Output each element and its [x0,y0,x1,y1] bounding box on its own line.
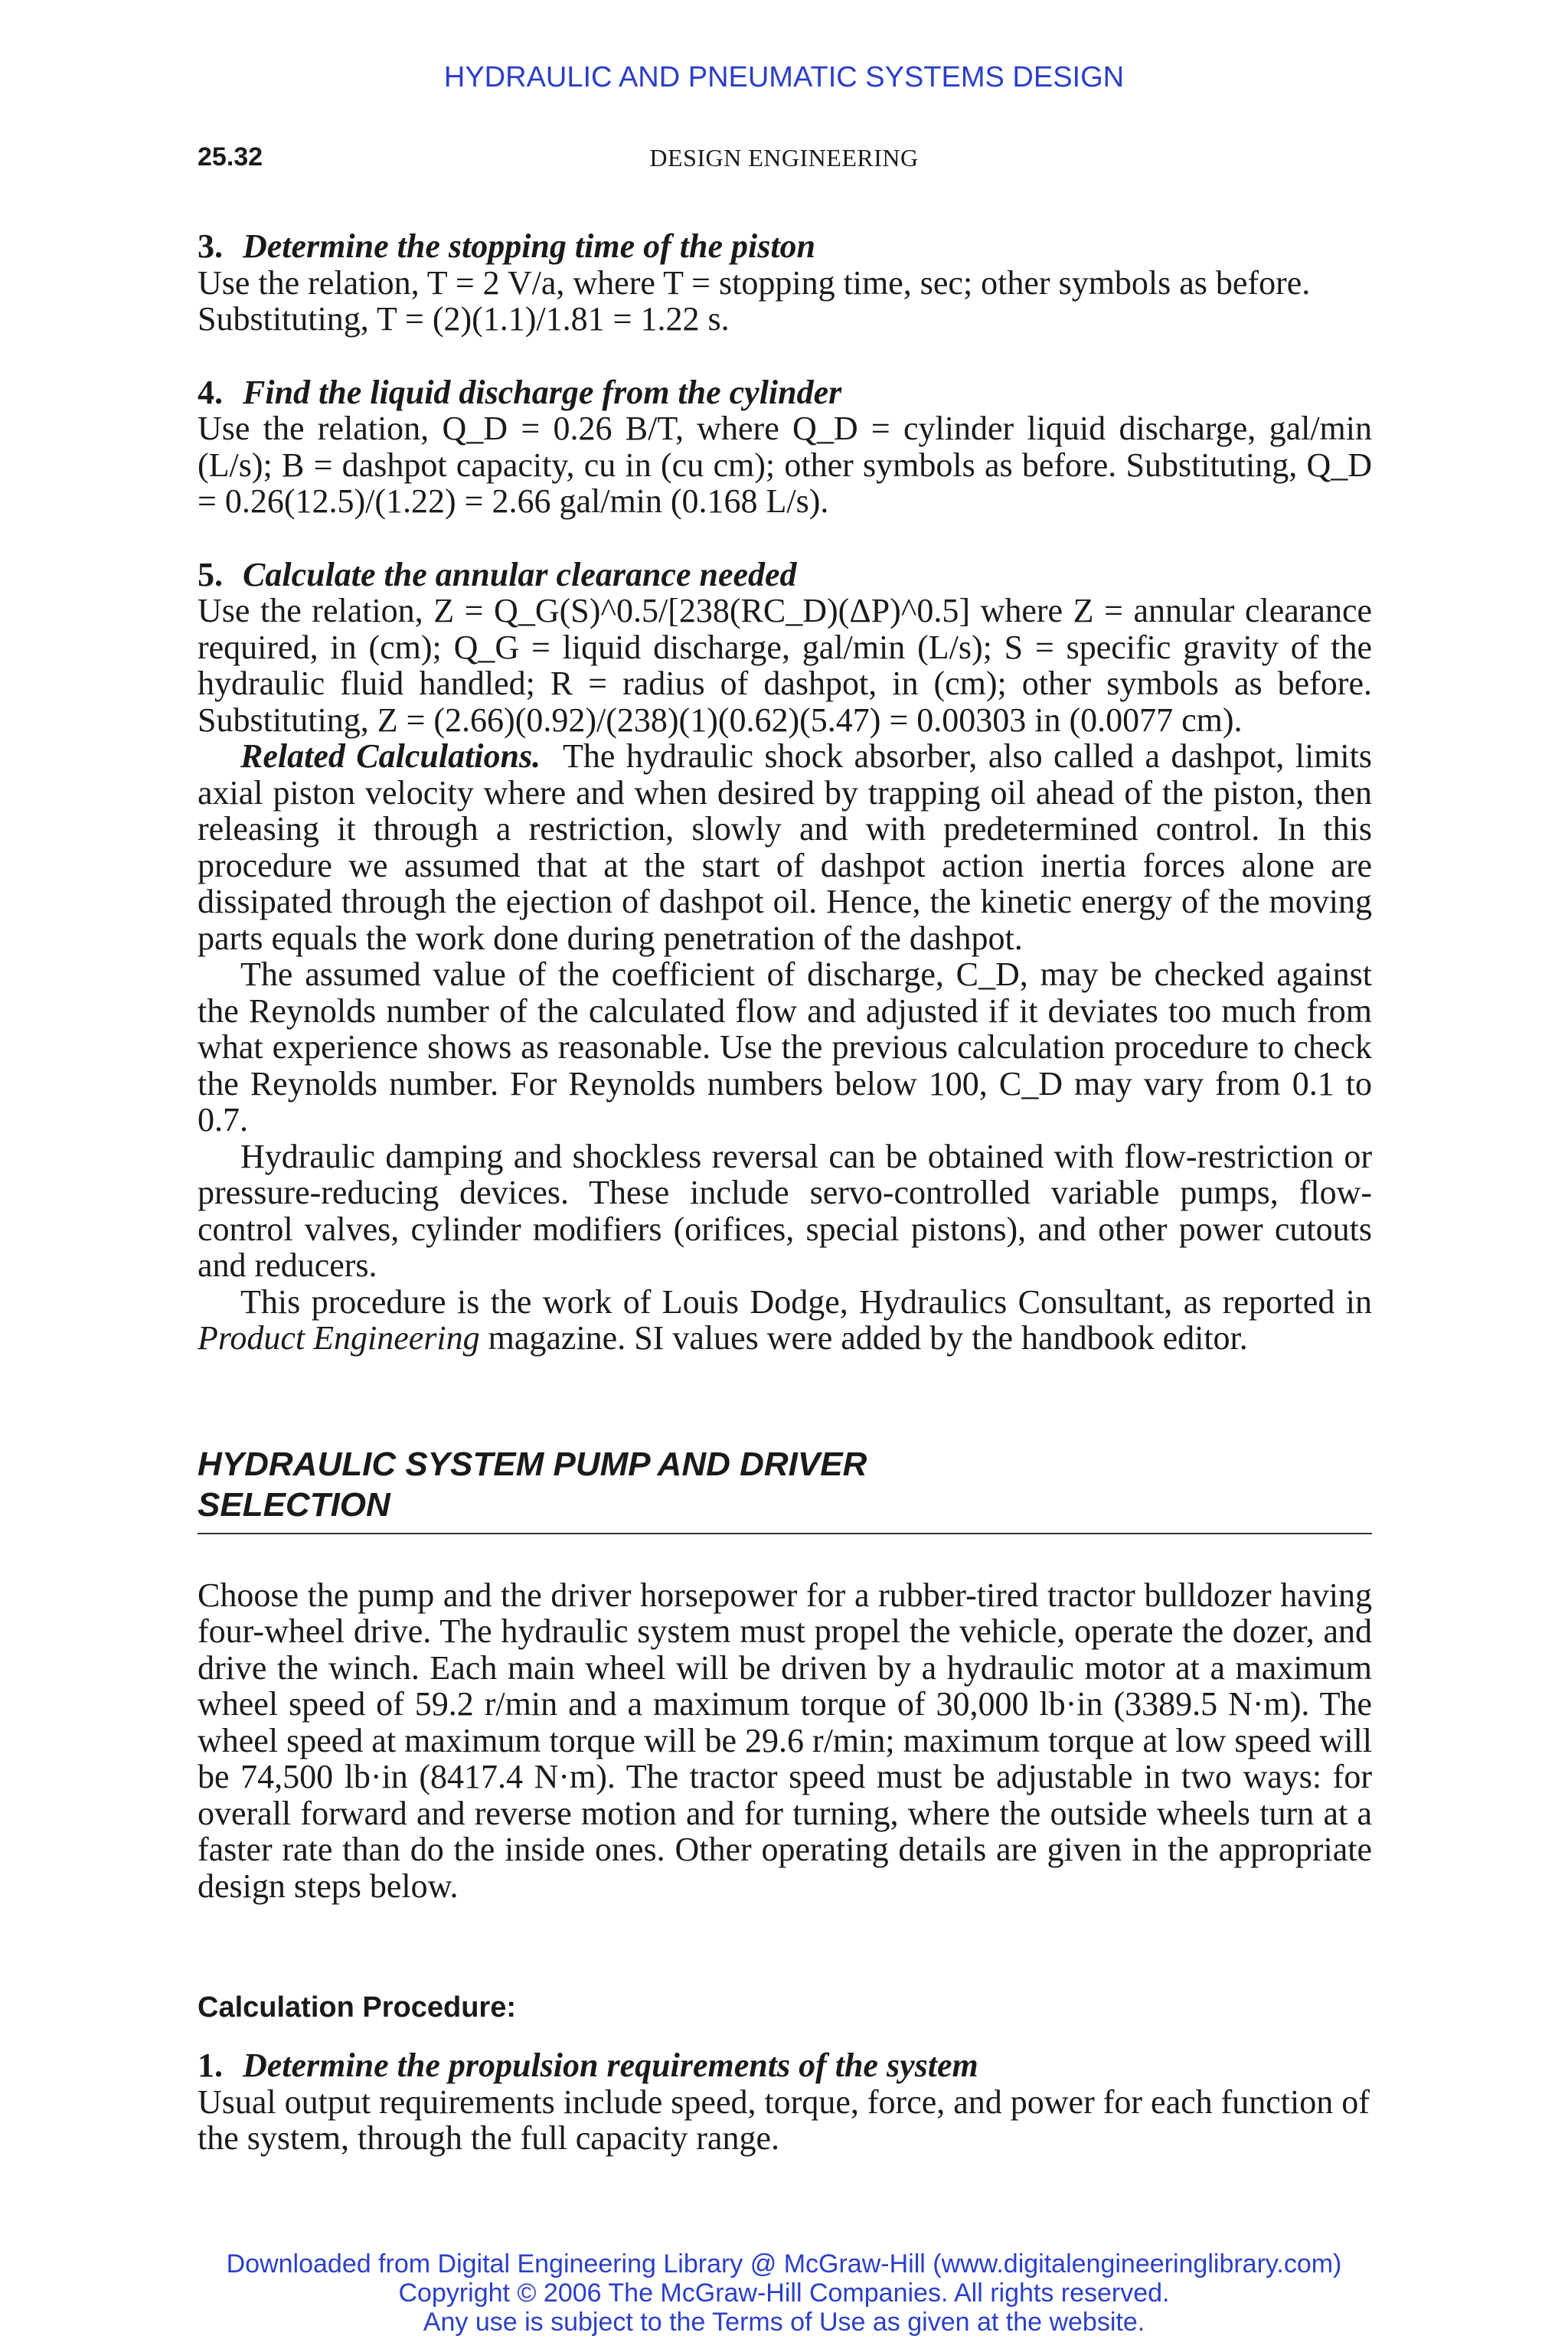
step-title: Determine the propulsion requirements of the system [243,2047,978,2084]
calculation-procedure-heading: Calculation Procedure: [198,1991,516,2024]
related-p4-pre: This procedure is the work of Louis Dodge, Hydraulics Consultant, as reported in [240,1282,1372,1321]
related-paragraph-2: The assumed value of the coefficient of discharge, C_D, may be checked against the Reynolds number of the calculated flow and adjusted if it deviates too much from what experience shows as reasonable. Use the previous calculation procedure to check the Reynolds number. For Reynolds numbers below 100, C_D may vary from 0.1 to 0.7. [198,956,1372,1138]
step-5-heading [198,557,1372,593]
body-content [198,228,1372,2157]
related-heading: Related Calculations. [240,737,541,775]
running-header[interactable]: HYDRAULIC AND PNEUMATIC SYSTEMS DESIGN [443,61,1125,93]
section-running-head: DESIGN ENGINEERING [649,144,919,172]
problem-statement: Choose the pump and the driver horsepower for a rubber-tired tractor bulldozer having four-wheel drive. The hydraulic system must propel the vehicle, operate the dozer, and drive the winch. Each main wheel will be driven by a hydraulic motor at a maximum wheel speed of 59.2 r/min and a maximum torque of 30,000 lb·in (3389.5 N·m). The wheel speed at maximum torque will be 29.6 r/min; maximum torque at low speed will be 74,500 lb·in (8417.4 N·m). The tractor speed must be adjustable in two ways: for overall forward and reverse motion and for turning, where the outside wheels turn at a faster rate than do the inside ones. Other operating details are given in the appropriate design steps below. [198,1576,1372,1905]
section-title-line-1: HYDRAULIC SYSTEM PUMP AND DRIVER [198,1445,867,1483]
step-1-text: Usual output requirements include speed, torque, force, and power for each function of the system, through the full capacity range. [198,2082,1370,2157]
related-paragraph-3: Hydraulic damping and shockless reversal can be obtained with flow-restriction or pressure-reducing devices. These include servo-controlled variable pumps, flow-control valves, cylinder modifiers (orifices, special pistons), and other power cutouts and reducers. [198,1137,1372,1284]
step-title: Find the liquid discharge from the cylinder [243,373,842,411]
related-paragraph-1 [198,738,1372,956]
step-1-heading [198,2047,1372,2084]
section-title [198,1444,1372,1534]
related-p4-post: magazine. SI values were added by the handbook editor. [488,1319,1248,1357]
step-4-text: Use the relation, Q_D = 0.26 B/T, where Q_D = cylinder liquid discharge, gal/min (L/s); B = dashpot capacity, cu in (cu cm); other symbols as before. Substituting, Q_D = 0.26(12.5)/(1.22) = 2.66 gal/min (0.168 L/s). [198,410,1372,520]
page-number: 25.32 [198,142,263,172]
copyright-footer[interactable] [0,2249,1568,2337]
step-number: 3. [198,227,223,265]
section-title-line-2: SELECTION [198,1485,390,1524]
related-paragraph-4 [198,1284,1372,1357]
step-title: Calculate the annular clearance needed [243,555,797,593]
step-4-heading [198,374,1372,411]
footer-copyright: Copyright © 2006 The McGraw-Hill Companies. All rights reserved. [398,2278,1170,2308]
footer-download-link[interactable]: Downloaded from Digital Engineering Library @ McGraw-Hill (www.digitalengineeringlibrary.com) [226,2249,1342,2278]
step-5-text: Use the relation, Z = Q_G(S)^0.5/[238(RC_D)(ΔP)^0.5] where Z = annular clearance required, in (cm); Q_G = liquid discharge, gal/min (L/s); S = specific gravity of the hydraulic fluid handled; R = radius of dashpot, in (cm); other symbols as before. Substituting, Z = (2.66)(0.92)/(238)(1)(0.62)(5.47) = 0.00303 in (0.0077 cm). [198,592,1372,739]
step-number: 5. [198,555,223,593]
footer-terms[interactable]: Any use is subject to the Terms of Use as given at the website. [423,2308,1145,2337]
step-3-line-1: Use the relation, T = 2 V/a, where T = stopping time, sec; other symbols as before. [198,263,1311,302]
step-title: Determine the stopping time of the piston [243,227,816,265]
step-3-heading [198,228,1372,265]
step-number: 4. [198,373,223,411]
magazine-title: Product Engineering [198,1319,480,1357]
related-p1-text: The hydraulic shock absorber, also called a dashpot, limits axial piston velocity where and when desired by trapping oil ahead of the piston, then releasing it through a restriction, slowly and with predetermined control. In this procedure we assumed that at the start of dashpot action inertia forces alone are dissipated through the ejection of dashpot oil. Hence, the kinetic energy of the moving parts equals the work done during penetration of the dashpot. [198,737,1373,957]
step-3-line-2: Substituting, T = (2)(1.1)/1.81 = 1.22 s. [198,300,730,338]
step-number: 1. [198,2047,223,2084]
